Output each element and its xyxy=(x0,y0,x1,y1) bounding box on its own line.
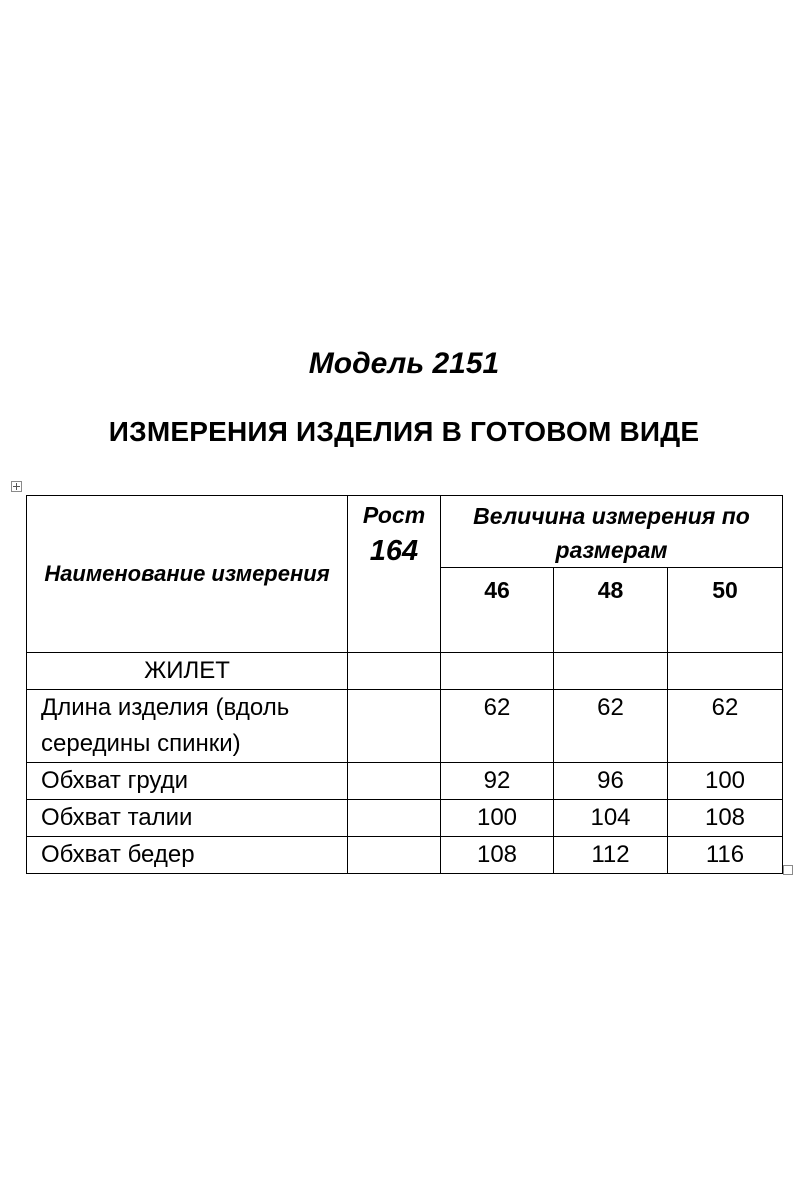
header-row-top xyxy=(27,496,783,568)
table-row xyxy=(27,837,783,874)
row-value: 62 xyxy=(668,690,783,763)
size-46-header: 46 xyxy=(441,568,554,653)
size-48-header: 48 xyxy=(554,568,668,653)
table-cell xyxy=(554,653,668,690)
section-row xyxy=(27,653,783,690)
row-label: Длина изделия (вдоль середины спинки) xyxy=(27,690,348,763)
row-value: 100 xyxy=(441,800,554,837)
table-cell xyxy=(441,653,554,690)
row-label: Обхват талии xyxy=(27,800,348,837)
height-label: Рост xyxy=(362,502,426,528)
sizes-header-text: Величина измерения по размерам xyxy=(473,503,750,563)
row-height-cell xyxy=(348,690,441,763)
row-label: Обхват груди xyxy=(27,763,348,800)
sizes-header xyxy=(441,496,783,568)
table-row xyxy=(27,763,783,800)
measurements-table xyxy=(26,495,783,874)
table-move-handle-icon[interactable] xyxy=(11,481,22,492)
table-cell xyxy=(668,653,783,690)
model-title: Модель 2151 xyxy=(308,347,500,380)
row-value: 96 xyxy=(554,763,668,800)
row-value: 92 xyxy=(441,763,554,800)
table-cell xyxy=(348,653,441,690)
table-resize-handle-icon[interactable] xyxy=(783,865,793,875)
height-value: 164 xyxy=(369,535,419,567)
row-value: 62 xyxy=(554,690,668,763)
table-row xyxy=(27,690,783,763)
row-height-cell xyxy=(348,763,441,800)
row-value: 100 xyxy=(668,763,783,800)
row-value: 104 xyxy=(554,800,668,837)
height-header xyxy=(348,496,441,653)
section-label: ЖИЛЕТ xyxy=(27,653,348,690)
row-height-cell xyxy=(348,800,441,837)
size-50-header: 50 xyxy=(668,568,783,653)
row-value: 112 xyxy=(554,837,668,874)
row-label: Обхват бедер xyxy=(27,837,348,874)
row-value: 108 xyxy=(668,800,783,837)
measure-name-header xyxy=(27,496,348,653)
row-value: 116 xyxy=(668,837,783,874)
measure-name-header-text: Наименование измерения xyxy=(44,561,330,586)
row-height-cell xyxy=(348,837,441,874)
document-title: ИЗМЕРЕНИЯ ИЗДЕЛИЯ В ГОТОВОМ ВИДЕ xyxy=(108,416,700,447)
row-value: 62 xyxy=(441,690,554,763)
table-row xyxy=(27,800,783,837)
row-value: 108 xyxy=(441,837,554,874)
